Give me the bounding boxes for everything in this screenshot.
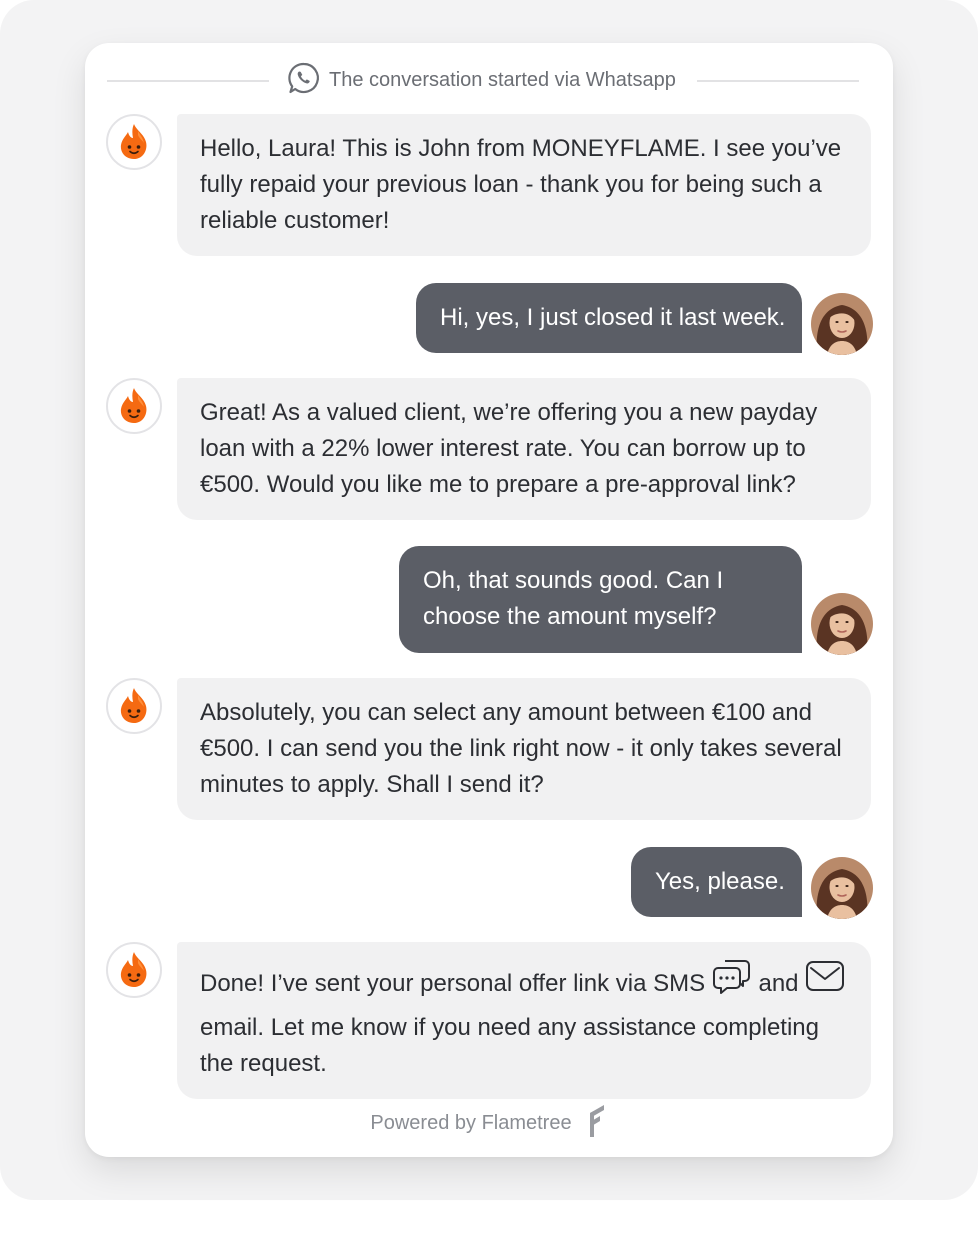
bot-message-bubble: [177, 942, 871, 1099]
header-divider-left: [107, 80, 269, 82]
message-text-part: Done! I’ve sent your personal offer link via SMS: [200, 969, 706, 997]
flame-mascot-icon: [116, 122, 152, 162]
header-label-group: [287, 63, 676, 97]
flame-mascot-icon: [116, 950, 152, 990]
header-text: The conversation started via Whatsapp: [329, 68, 676, 91]
message-text-part: and: [758, 969, 799, 997]
chat-card: [85, 43, 893, 1157]
bot-avatar: [106, 378, 162, 434]
user-message-line: choose the amount myself?: [423, 603, 717, 630]
bot-avatar: [106, 942, 162, 998]
bot-message-bubble: Absolutely, you can select any amount between €100 and €500. I can send you the link right now - it only takes several minutes to apply. Shall I send it?: [177, 678, 871, 820]
footer: [85, 1103, 893, 1143]
powered-by-text: Powered by Flametree: [370, 1111, 572, 1134]
flame-mascot-icon: [116, 386, 152, 426]
flame-mascot-icon: [116, 686, 152, 726]
bot-message-bubble: Great! As a valued client, we’re offering you a new payday loan with a 22% lower interest rate. You can borrow up to €500. Would you like me to prepare a pre-approval link?: [177, 378, 871, 520]
user-avatar: [811, 857, 873, 919]
user-message-bubble: Hi, yes, I just closed it last week.: [416, 283, 802, 353]
user-message-bubble: [399, 546, 802, 653]
header-divider-right: [697, 80, 859, 82]
sms-chat-icon: [712, 956, 752, 1007]
message-text-part: email. Let me know if you need any assistance completing the request.: [200, 1014, 819, 1077]
flametree-logo-icon: [586, 1103, 608, 1144]
user-avatar: [811, 593, 873, 655]
email-envelope-icon: [805, 959, 845, 1004]
user-avatar: [811, 293, 873, 355]
user-message-line: Oh, that sounds good. Can I: [423, 567, 724, 594]
conversation-header: [85, 63, 893, 97]
whatsapp-icon: [287, 61, 321, 100]
bot-avatar: [106, 114, 162, 170]
bot-message-bubble: Hello, Laura! This is John from MONEYFLAME. I see you’ve fully repaid your previous loan - thank you for being such a reliable customer!: [177, 114, 871, 256]
user-message-bubble: Yes, please.: [631, 847, 802, 917]
bot-avatar: [106, 678, 162, 734]
